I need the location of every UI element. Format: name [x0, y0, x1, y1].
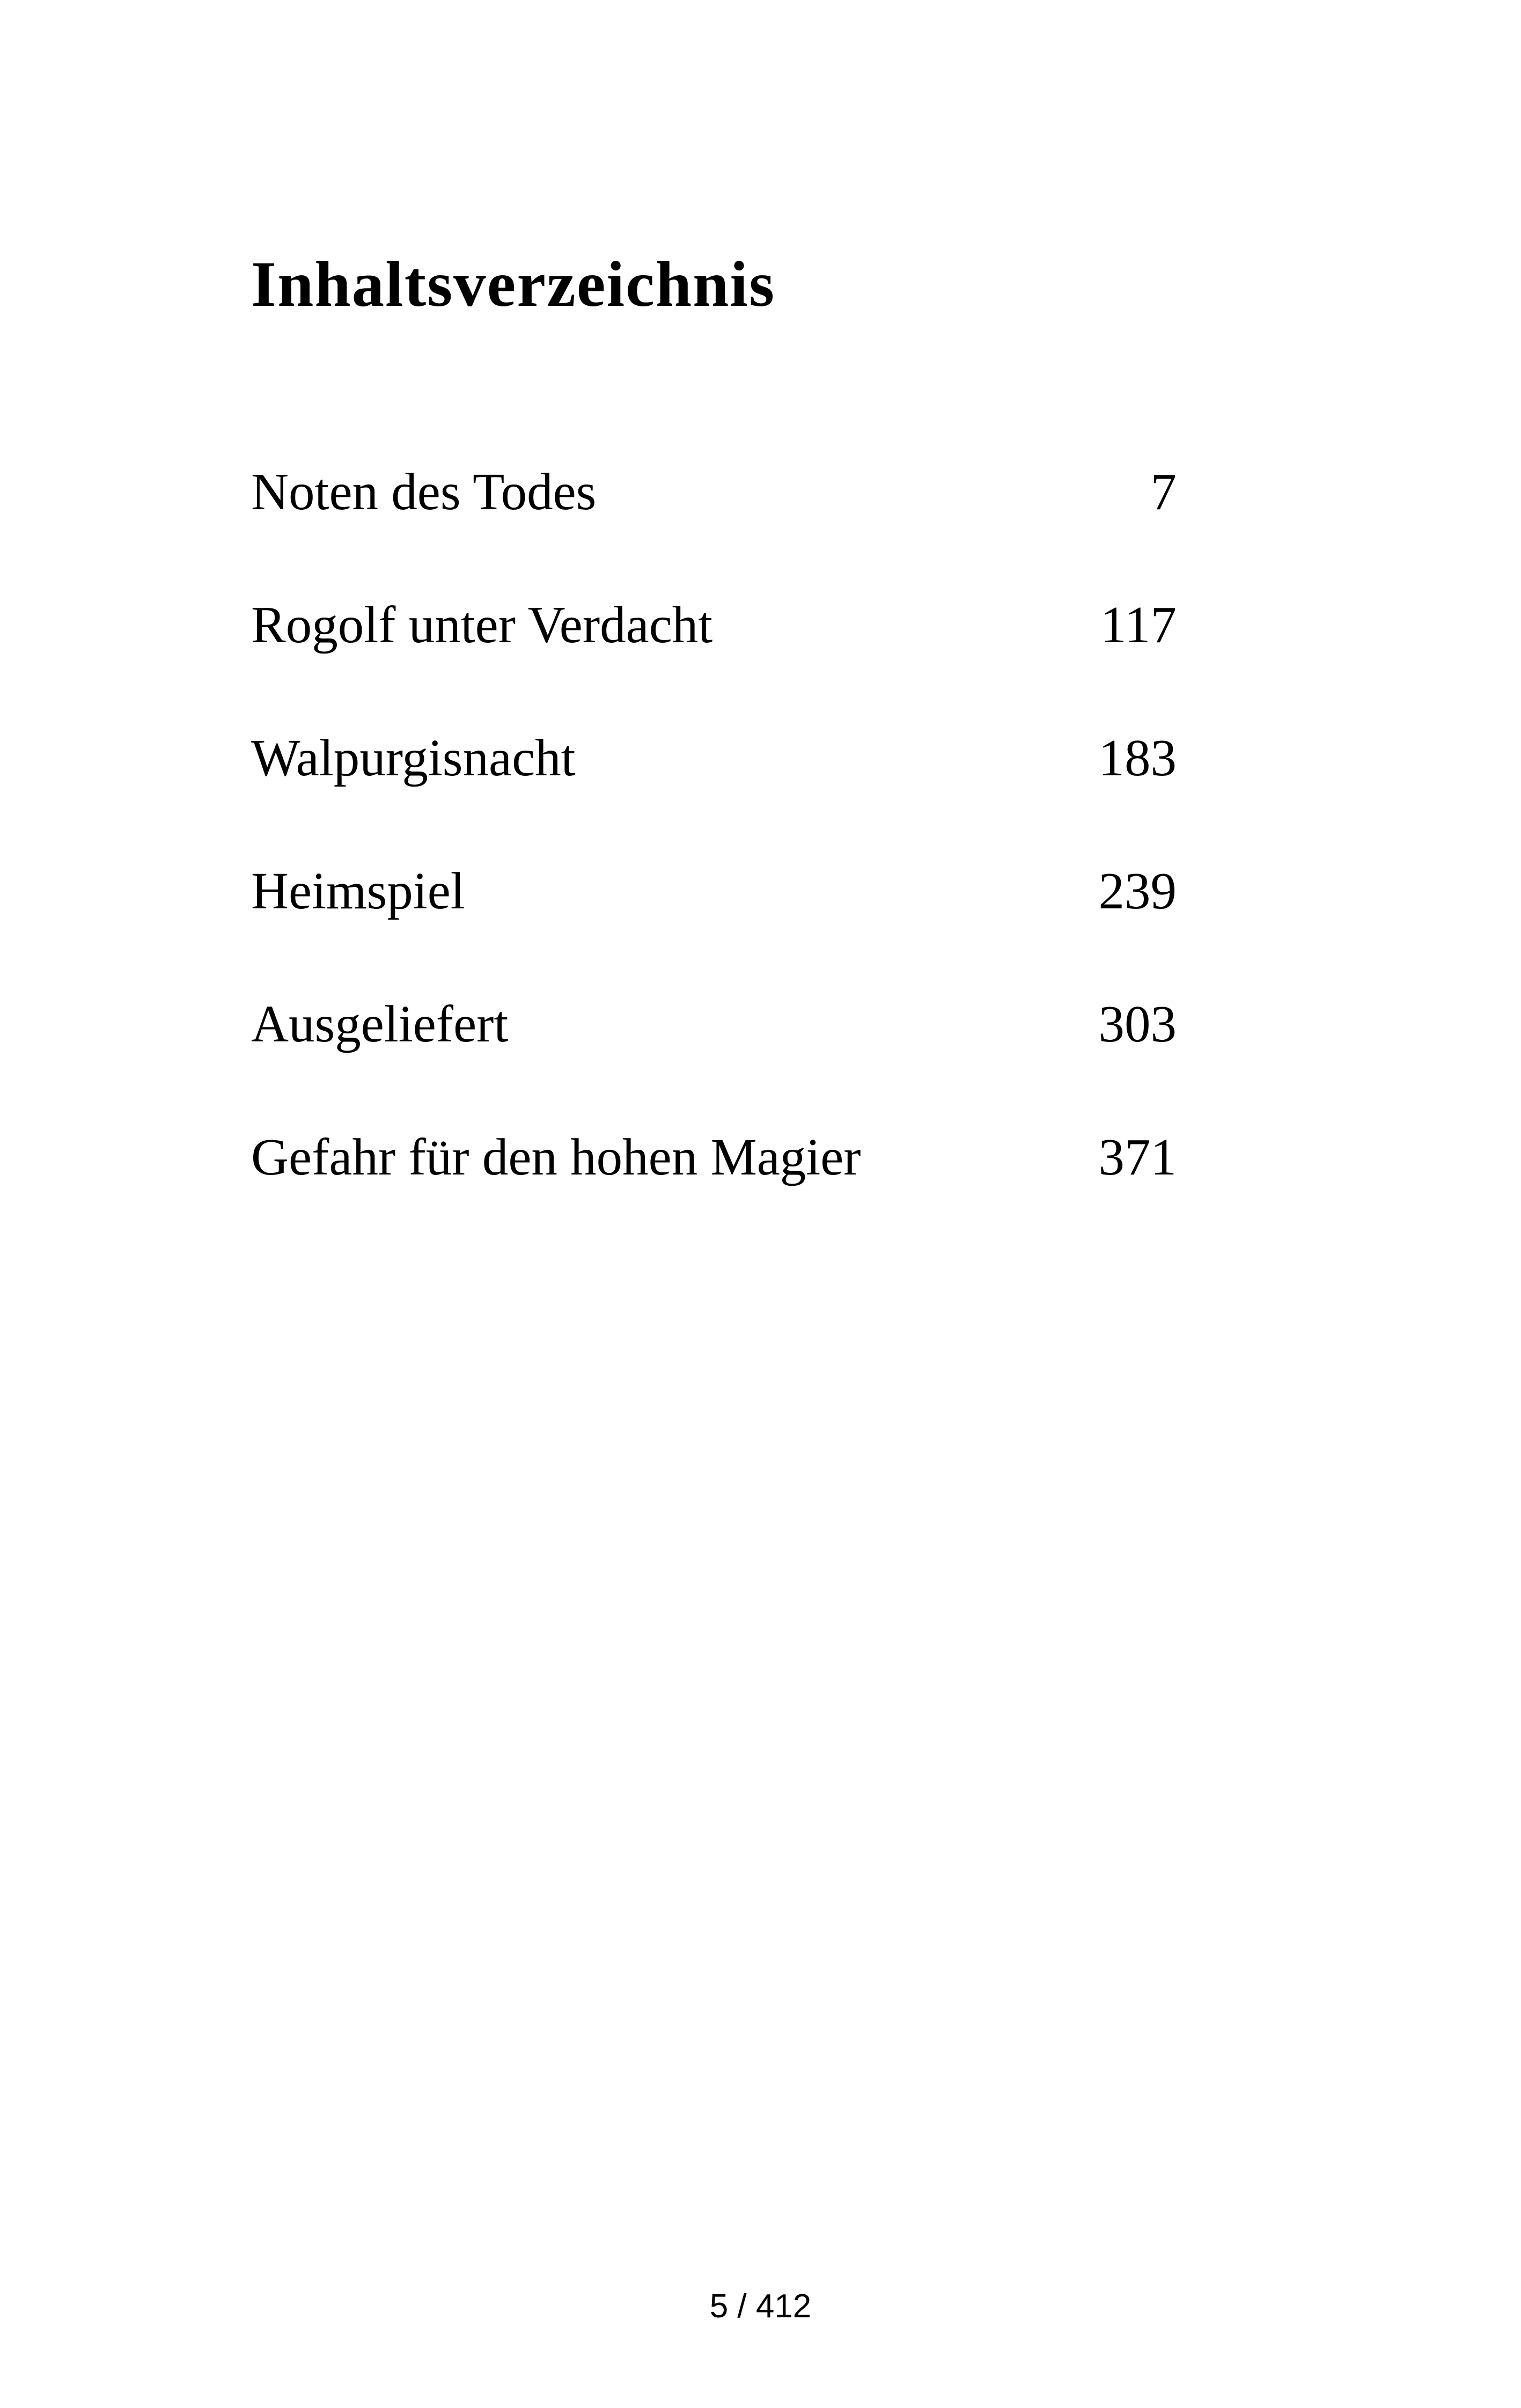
toc-entry-page: 371	[1098, 1128, 1177, 1186]
toc-entry	[251, 995, 1177, 1131]
toc-entry-page: 7	[1150, 463, 1177, 520]
toc-entry-page: 303	[1098, 995, 1177, 1053]
toc-entry	[251, 463, 1177, 599]
toc-entry	[251, 596, 1177, 732]
toc-entry-title: Heimspiel	[251, 862, 465, 920]
toc-entry-title: Walpurgisnacht	[251, 729, 576, 787]
toc-entry-page: 183	[1098, 729, 1177, 787]
toc-entry	[251, 729, 1177, 865]
toc-entry-page: 239	[1098, 862, 1177, 920]
toc-entry-title: Ausgeliefert	[251, 995, 509, 1053]
toc-entry-title: Rogolf unter Verdacht	[251, 596, 713, 654]
toc-entry-page: 117	[1100, 596, 1177, 654]
table-of-contents	[251, 463, 1177, 1264]
page-title: Inhaltsverzeichnis	[251, 248, 776, 320]
toc-entry-title: Gefahr für den hohen Magier	[251, 1128, 861, 1186]
toc-entry-title: Noten des Todes	[251, 463, 597, 520]
toc-entry	[251, 862, 1177, 998]
page-indicator: 5 / 412	[709, 2288, 812, 2325]
toc-entry	[251, 1128, 1177, 1264]
